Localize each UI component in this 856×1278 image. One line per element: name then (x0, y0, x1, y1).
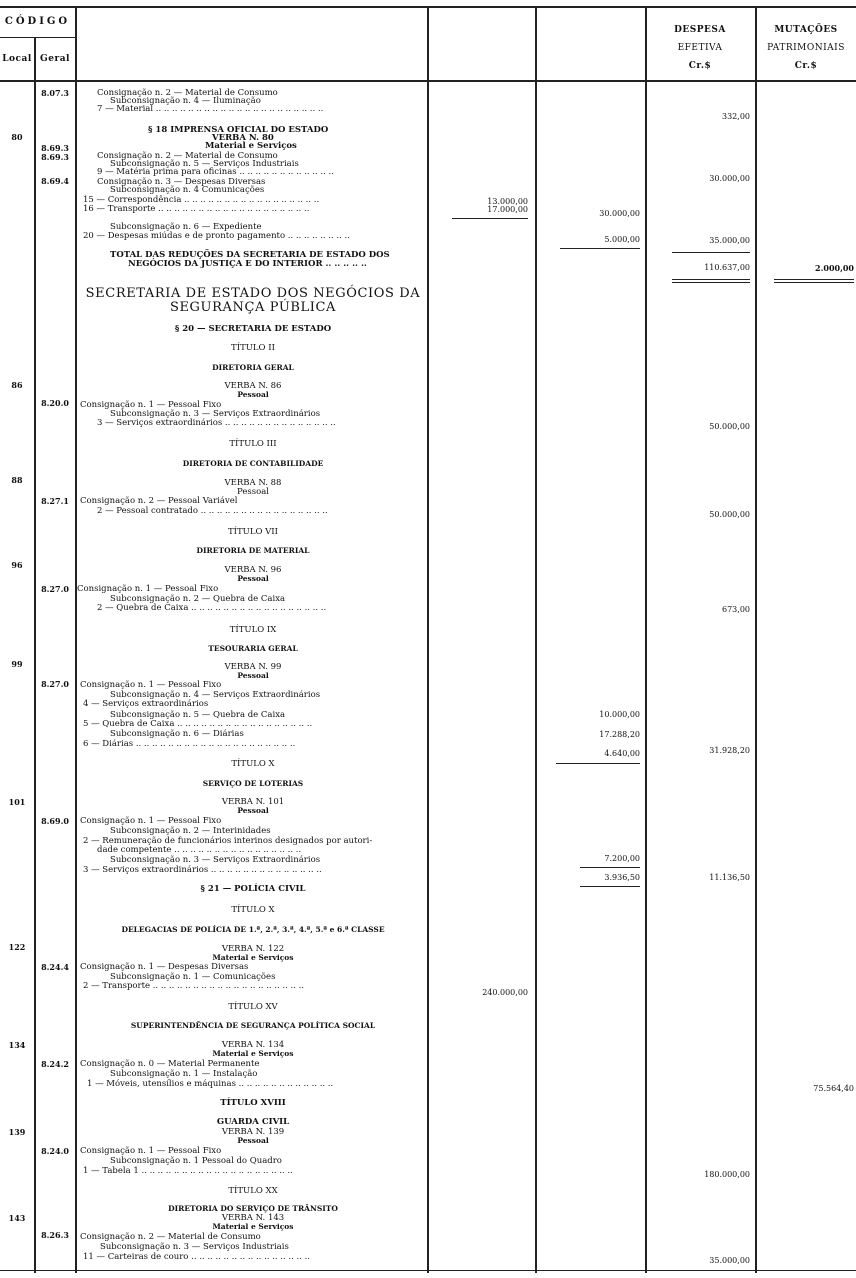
verba-heading: VERBA N. 80 (212, 133, 274, 143)
secretaria-title: SECRETARIA DE ESTADO DOS NEGÓCIOS DA (85, 286, 421, 301)
line-consignacao: Consignação n. 1 — Pessoal Fixo (77, 584, 219, 594)
line-item: 5 — Quebra de Caixa .. .. .. .. .. .. .. .. .. .. .. .. .. .. .. .. .. (83, 719, 313, 729)
line-consignacao: Consignação n. 2 — Material de Consumo (97, 151, 278, 161)
line-item: 6 — Diárias .. .. .. .. .. .. .. .. .. .. .. .. .. .. .. .. .. .. .. .. (83, 739, 296, 749)
code-local: 134 (8, 1040, 26, 1050)
verba-category: Pessoal (237, 390, 269, 399)
verba-category: Pessoal (237, 574, 269, 583)
line-item: dade competente .. .. .. .. .. .. .. .. .. .. .. .. .. .. .. .. (97, 845, 302, 855)
code-geral: 8.69.0 (41, 816, 69, 826)
code-local: 80 (11, 132, 23, 142)
amount-despesa: 30.000,00 (709, 174, 750, 183)
titulo-heading: TÍTULO XV (228, 1002, 278, 1012)
line-subconsignacao: Subconsignação n. 1 — Instalação (110, 1069, 258, 1079)
line-consignacao: Consignação n. 1 — Pessoal Fixo (80, 680, 222, 690)
amount-col2: 17.288,20 (599, 730, 640, 739)
line-item: 4 — Serviços extraordinários (83, 699, 209, 709)
amount-col1: 17.000,00 (487, 205, 528, 214)
line-consignacao: Consignação n. 0 — Material Permanente (80, 1059, 260, 1069)
diretoria-heading: DIRETORIA GERAL (212, 363, 294, 372)
amount-despesa: 35.000,00 (709, 236, 750, 245)
code-local: 99 (11, 659, 23, 669)
amount-despesa: 31.928,20 (709, 746, 750, 755)
code-local: 96 (11, 560, 23, 570)
line-consignacao: Consignação n. 1 — Pessoal Fixo (80, 400, 222, 410)
line-item: 1 — Móveis, utensílios e máquinas .. .. .. .. .. .. .. .. .. .. .. .. (87, 1079, 334, 1089)
diretoria-heading: DIRETORIA DE CONTABILIDADE (182, 459, 324, 468)
line-consignacao: Consignação n. 1 — Pessoal Fixo (80, 816, 222, 826)
col-divider-geral (75, 6, 77, 1273)
line-item: 15 — Correspondência .. .. .. .. .. .. .. .. .. .. .. .. .. .. .. .. .. (83, 195, 320, 205)
total-despesa: 110.637,00 (704, 263, 750, 272)
verba-heading: VERBA N. 134 (221, 1040, 285, 1050)
col-divider-amt3 (755, 6, 757, 1273)
subtotal-rule (560, 248, 640, 249)
line-item: 2 — Quebra de Caixa .. .. .. .. .. .. .. .. .. .. .. .. .. .. .. .. .. (97, 603, 327, 613)
line-consignacao: Consignação n. 2 — Material de Consumo (97, 88, 278, 98)
header-despesa-1: DESPESA (674, 25, 726, 35)
line-item: 3 — Serviços extraordinários .. .. .. .. .. .. .. .. .. .. .. .. .. .. (83, 865, 322, 875)
amount-despesa: 180.000,00 (704, 1170, 750, 1179)
verba-heading: VERBA N. 86 (224, 381, 282, 391)
subtotal-rule (580, 867, 640, 868)
diretoria-heading: SUPERINTENDÊNCIA DE SEGURANÇA POLÍTICA SOCIAL (130, 1021, 376, 1030)
code-geral: 8.69.3 (41, 152, 69, 162)
amount-despesa: 50.000,00 (709, 510, 750, 519)
verba-category: Pessoal (237, 806, 269, 815)
verba-category: Material e Serviços (212, 1222, 294, 1231)
code-geral: 8.27.0 (41, 584, 69, 594)
line-consignacao: Consignação n. 2 — Pessoal Variável (80, 496, 238, 506)
header-despesa-2: EFETIVA (677, 43, 723, 53)
titulo-heading: TÍTULO X (231, 905, 275, 915)
line-subconsignacao: Subconsignação n. 5 — Quebra de Caixa (110, 710, 286, 720)
header-despesa-3: Cr.$ (688, 61, 712, 71)
verba-category: Pessoal (237, 487, 269, 497)
line-subconsignacao: Subconsignação n. 4 — Iluminação (110, 96, 261, 106)
line-subconsignacao: Subconsignação n. 6 — Diárias (110, 729, 244, 739)
total-line: NEGÓCIOS DA JUSTIÇA E DO INTERIOR .. .. .. .. .. (128, 259, 367, 269)
line-subconsignacao: Subconsignação n. 4 Comunicações (110, 185, 265, 195)
code-geral: 8.24.4 (41, 962, 69, 972)
total-mutacoes: 2.000,00 (815, 263, 854, 273)
code-geral: 8.69.4 (41, 176, 69, 186)
verba-heading: VERBA N. 122 (221, 944, 285, 954)
verba-heading: VERBA N. 101 (221, 797, 285, 807)
amount-col2: 5.000,00 (604, 235, 640, 244)
amount-col1: 13.000,00 (487, 197, 528, 206)
header-mutacoes-2: PATRIMONIAIS (767, 43, 845, 53)
line-item: 20 — Despesas miúdas e de pronto pagamento .. .. .. .. .. .. .. .. (83, 231, 350, 241)
code-local: 86 (11, 380, 23, 390)
line-subconsignacao: Subconsignação n. 5 — Serviços Industriais (110, 159, 299, 169)
subtotal-rule (580, 886, 640, 887)
line-subconsignacao: Subconsignação n. 3 — Serviços Extraordinários (110, 855, 321, 865)
secretaria-title: SEGURANÇA PÚBLICA (169, 300, 337, 315)
header-mutacoes-3: Cr.$ (794, 61, 818, 71)
titulo-heading: TÍTULO XX (228, 1186, 278, 1196)
code-geral: 8.24.2 (41, 1059, 69, 1069)
line-item: 1 — Tabela 1 .. .. .. .. .. .. .. .. .. .. .. .. .. .. .. .. .. .. .. (83, 1166, 293, 1176)
amount-col2: 4.640,00 (604, 749, 640, 758)
verba-category: Pessoal (237, 671, 269, 680)
code-local: 122 (8, 942, 26, 952)
line-subconsignacao: Subconsignação n. 1 — Comunicações (110, 972, 276, 982)
col-divider-amt2 (645, 6, 647, 1273)
amount-col2: 10.000,00 (599, 710, 640, 719)
codigo-rule (0, 37, 75, 38)
subtotal-rule (672, 252, 750, 253)
header-geral: Geral (40, 54, 70, 64)
amount-col2: 7.200,00 (604, 854, 640, 863)
verba-heading: VERBA N. 96 (224, 565, 282, 575)
titulo-heading: TÍTULO X (231, 759, 275, 769)
verba-heading: VERBA N. 143 (221, 1213, 285, 1223)
line-subconsignacao: Subconsignação n. 6 — Expediente (110, 222, 262, 232)
line-item: 2 — Pessoal contratado .. .. .. .. .. .. .. .. .. .. .. .. .. .. .. .. (97, 506, 328, 516)
total-line: TOTAL DAS REDUÇÕES DA SECRETARIA DE ESTADO DOS (110, 250, 390, 260)
diretoria-heading: DIRETORIA DE MATERIAL (196, 546, 310, 555)
titulo-heading: TÍTULO III (229, 439, 277, 449)
total-rule (672, 279, 750, 283)
subtotal-rule (556, 763, 640, 764)
titulo-heading: TÍTULO II (231, 343, 275, 353)
verba-category: Pessoal (237, 1136, 269, 1145)
titulo-heading: TÍTULO IX (229, 625, 277, 635)
amount-despesa: 11.136,50 (709, 873, 750, 882)
line-subconsignacao: Subconsignação n. 3 — Serviços Industriais (100, 1242, 289, 1252)
section-heading: § 18 IMPRENSA OFICIAL DO ESTADO (148, 125, 329, 135)
line-consignacao: Consignação n. 1 — Pessoal Fixo (80, 1146, 222, 1156)
code-geral: 8.27.1 (41, 496, 69, 506)
line-item: 2 — Transporte .. .. .. .. .. .. .. .. .. .. .. .. .. .. .. .. .. .. .. (83, 981, 305, 991)
col-divider-local (34, 37, 36, 1273)
line-subconsignacao: Subconsignação n. 2 — Interinidades (110, 826, 271, 836)
line-subconsignacao: Subconsignação n. 4 — Serviços Extraordinários (110, 690, 321, 700)
code-geral: 8.27.0 (41, 679, 69, 689)
diretoria-heading: SERVIÇO DE LOTERIAS (202, 779, 304, 788)
section-heading: § 21 — POLÍCIA CIVIL (200, 884, 306, 894)
amount-despesa: 35.000,00 (709, 1256, 750, 1265)
line-consignacao: Consignação n. 1 — Despesas Diversas (80, 962, 249, 972)
verba-heading: VERBA N. 99 (224, 662, 282, 672)
verba-heading: VERBA N. 139 (221, 1127, 285, 1137)
code-geral: 8.69.3 (41, 143, 69, 153)
line-item: 11 — Carteiras de couro .. .. .. .. .. .. .. .. .. .. .. .. .. .. .. (83, 1252, 311, 1262)
amount-despesa: 332,00 (722, 112, 750, 121)
amount-despesa: 673,00 (722, 605, 750, 614)
amount-col1: 240.000,00 (482, 988, 528, 997)
code-local: 101 (8, 797, 26, 807)
line-consignacao: Consignação n. 2 — Material de Consumo (80, 1232, 261, 1242)
amount-mutacoes: 75.564,40 (813, 1084, 854, 1093)
titulo-heading: TÍTULO VII (227, 527, 279, 537)
line-item: 16 — Transporte .. .. .. .. .. .. .. .. .. .. .. .. .. .. .. .. .. .. .. (83, 204, 310, 214)
section-heading: § 20 — SECRETARIA DE ESTADO (174, 324, 332, 334)
line-item: 9 — Matéria prima para oficinas .. .. .. .. .. .. .. .. .. .. .. .. (97, 167, 334, 177)
diretoria-heading: GUARDA CIVIL (216, 1117, 290, 1127)
amount-despesa: 50.000,00 (709, 422, 750, 431)
header-codigo: CÓDIGO (4, 16, 71, 27)
code-geral: 8.20.0 (41, 398, 69, 408)
line-item: 3 — Serviços extraordinários .. .. .. .. .. .. .. .. .. .. .. .. .. .. (97, 418, 336, 428)
subtotal-rule (452, 218, 528, 219)
amount-col2: 3.936,50 (604, 873, 640, 882)
line-consignacao: Consignação n. 3 — Despesas Diversas (97, 177, 266, 187)
code-geral: 8.07.3 (41, 88, 69, 98)
verba-heading: VERBA N. 88 (224, 478, 282, 488)
col-divider-amt1 (535, 6, 537, 1273)
header-mutacoes-1: MUTAÇÕES (774, 25, 838, 35)
bottom-rule (0, 1270, 856, 1271)
verba-category: Material e Serviços (205, 141, 297, 151)
code-geral: 8.26.3 (41, 1230, 69, 1240)
code-local: 139 (8, 1127, 26, 1137)
line-item: 2 — Remuneração de funcionários interinos designados por autori- (83, 836, 373, 846)
verba-category: Material e Serviços (212, 953, 294, 962)
code-geral: 8.24.0 (41, 1146, 69, 1156)
diretoria-heading: DIRETORIA DO SERVIÇO DE TRÂNSITO (168, 1204, 338, 1213)
line-subconsignacao: Subconsignação n. 3 — Serviços Extraordinários (110, 409, 321, 419)
line-subconsignacao: Subconsignação n. 1 Pessoal do Quadro (110, 1156, 282, 1166)
code-local: 88 (11, 475, 23, 485)
diretoria-heading: DELEGACIAS DE POLÍCIA DE 1.ª, 2.ª, 3.ª, 4.ª, 5.ª e 6.ª CLASSE (121, 925, 385, 934)
diretoria-heading: TESOURARIA GERAL (208, 644, 298, 653)
line-item: 7 — Material .. .. .. .. .. .. .. .. .. .. .. .. .. .. .. .. .. .. .. .. .. (97, 104, 324, 114)
verba-category: Material e Serviços (212, 1049, 294, 1058)
code-local: 143 (8, 1213, 26, 1223)
titulo-heading: TÍTULO XVIII (220, 1098, 286, 1108)
total-rule (774, 279, 854, 283)
header-local: Local (2, 54, 32, 64)
amount-col2: 30.000,00 (599, 209, 640, 218)
line-subconsignacao: Subconsignação n. 2 — Quebra de Caixa (110, 594, 286, 604)
